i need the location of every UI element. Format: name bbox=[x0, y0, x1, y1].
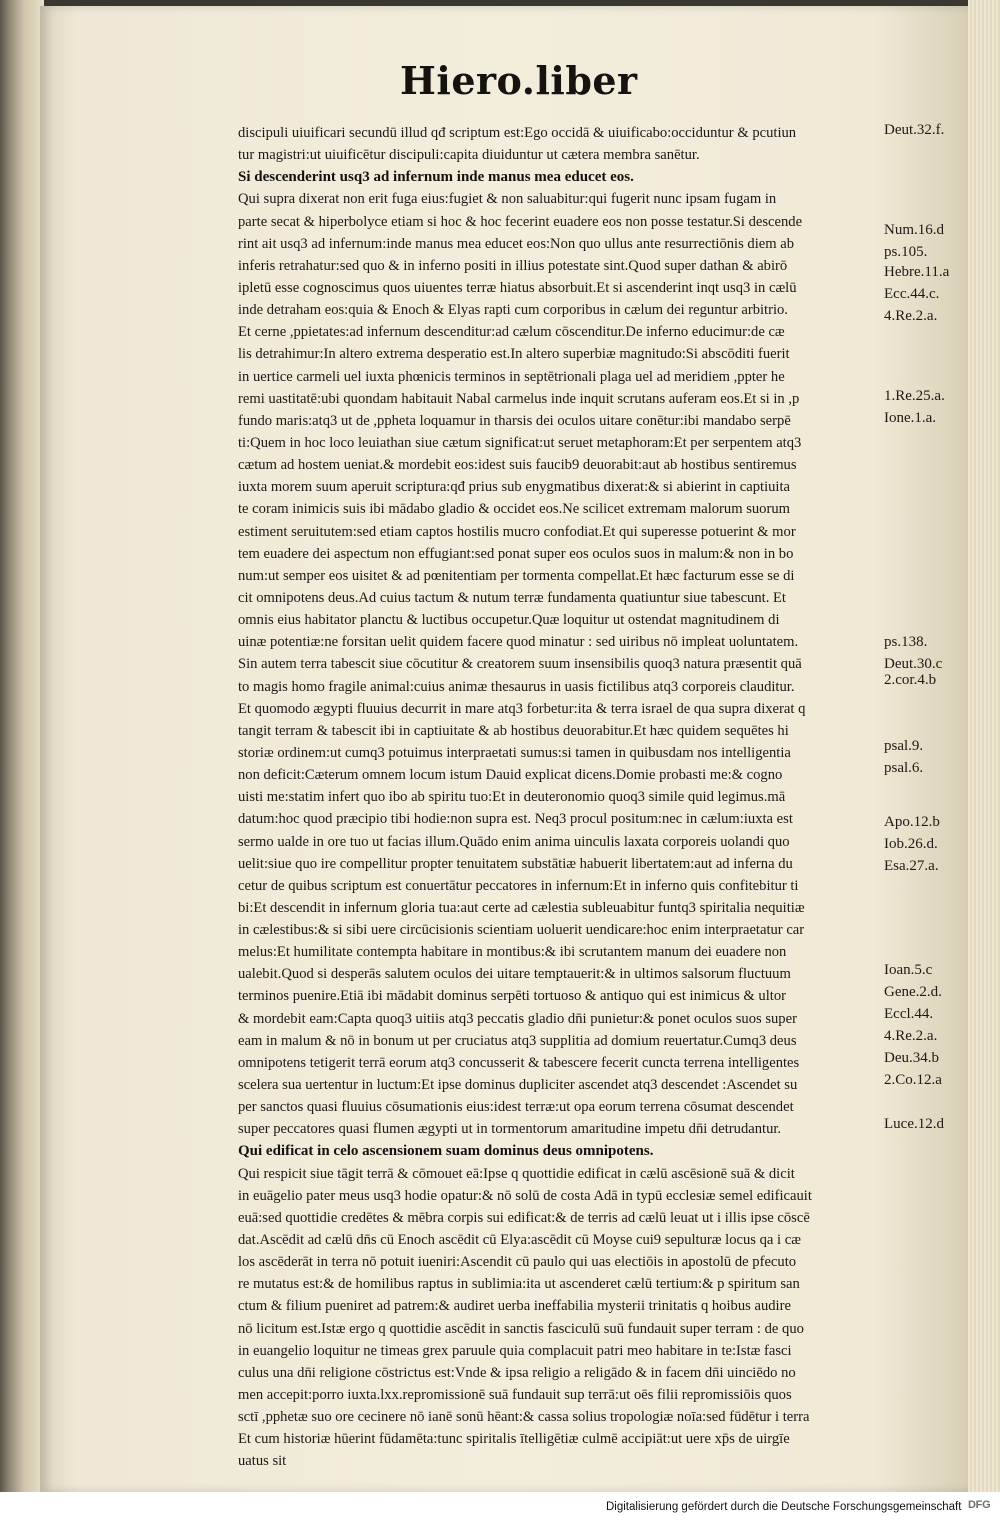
text-line: in cælestibus:& si sibi uere circūcisionis scientiam uoluerit uendicare:hoc enim interpraetatur car bbox=[238, 922, 805, 939]
marginal-note: Gene.2.d. bbox=[884, 984, 942, 1000]
text-line: remi uastitatē:ubi quondam habitauit Nabal carmelus inde inquit scrutans auferam eos.Et si in ,p bbox=[238, 390, 800, 407]
text-line: Et quomodo ægypti fluuius decurrit in mare atq3 forbetur:ita & terra israel de qua supra dixerat q bbox=[238, 700, 806, 717]
marginal-note: Eccl.44. bbox=[884, 1006, 934, 1022]
text-line: in euāgelio pater meus usq3 hodie opatur:& nō solū de costa Adā in typū ecclesiæ semel edificauit bbox=[238, 1187, 812, 1204]
text-line: tur magistri:ut uiuificētur discipuli:capita diuiduntur ut cætera membra sanētur. bbox=[238, 147, 700, 164]
text-line: datum:hoc quod præcipio tibi hodie:non supra est. Neq3 procul positum:nec in cælum:iuxta est bbox=[238, 811, 793, 828]
text-line: omnipotens tetigerit terrā eorum atq3 concusserit & tabescere fecerit cuncta terrena intelligentes bbox=[238, 1054, 800, 1071]
lemma-heading: Qui edificat in celo ascensionem suam dominus deus omnipotens. bbox=[238, 1143, 654, 1160]
main-text-block bbox=[238, 122, 878, 1473]
text-line: uisti me:statim infert quo ibo ab spiritu tuo:Et in deuteronomio quoq3 simile quid legimus.mā bbox=[238, 789, 786, 806]
text-line: eam in malum & nō in bonum ut per cruciatus atq3 supplitia ad domium reuertatur.Cumq3 deus bbox=[238, 1032, 797, 1049]
text-line: scelera sua uertentur in luctum:Et ipse dominus dupliciter ascendet atq3 descendet :Ascendet su bbox=[238, 1077, 798, 1094]
text-line: in uertice carmeli uel iuxta phœnicis terminos in septētrionali plaga uel ad meridiem ,ppter he bbox=[238, 368, 785, 385]
text-line: in euangelio loquitur ne timeas grex paruule quia complacuit patri meo habitare in te:Istæ fasci bbox=[238, 1342, 792, 1359]
text-line: culus una dn̄i religione cōstrictus est:Vnde & ipsa religio a religādo & in facem dn̄i uinciēdo no bbox=[238, 1364, 796, 1381]
text-line: tem euadere dei aspectum non effugiant:sed ponat super eos oculos suos in malum:& non in bo bbox=[238, 545, 794, 562]
text-line: Qui respicit siue tāgit terrā & cōmouet eā:Ipse q quottidie edificat in cælū ascēsionē suā & dicit bbox=[238, 1165, 795, 1182]
text-line: parte secat & hiperbolyce etiam si hoc & hoc fecerint euadere eos non posse testatur.Si descende bbox=[238, 213, 803, 230]
text-line: inde detraham eos:quia & Enoch & Elyas rapti cum corporibus in cælum dei reguntur arbitrio. bbox=[238, 302, 788, 319]
dfg-logo: DFG bbox=[968, 1499, 991, 1511]
text-line: terminos puenire.Etiā ibi mādabit dominus serpēti tortuoso & antiquo qui est inimicus & ultor bbox=[238, 988, 786, 1005]
text-line: sctī ,pphetæ suo ore cecinere nō ianē sonū hēant:& cassa solius tropologiæ noīa:sed fūdētur i terra bbox=[238, 1409, 810, 1426]
marginal-note: psal.6. bbox=[884, 760, 924, 776]
text-line: ualebit.Quod si desperās salutem oculos dei uitare temptauerit:& in ultimos salsorum fluctuum bbox=[238, 966, 791, 983]
text-line: re mutatus est:& de homilibus raptus in sublimia:ita ut ascenderet cælū tertium:& p spiritum san bbox=[238, 1276, 800, 1293]
text-line: num:ut semper eos uisitet & ad pœnitentiam per tormenta compellat.Et hæc facturum esse se di bbox=[238, 567, 795, 584]
lemma-heading: Si descenderint usq3 ad infernum inde manus mea educet eos. bbox=[238, 169, 634, 186]
text-line: rint ait usq3 ad infernum:inde manus mea educet eos:Non quo ullus ante resurrectiōnis diem ab bbox=[238, 235, 795, 252]
text-line: ctum & filium pueniret ad patrem:& audiret uerba ineffabilia mysterii trinitatis q hoibus audire bbox=[238, 1298, 791, 1315]
text-line: & mordebit eam:Capta quoq3 uitiis atq3 peccatis gladio dn̄i punietur:& ponet oculos suos super bbox=[238, 1010, 797, 1027]
book-page-stack-left bbox=[0, 0, 44, 1492]
text-line: men accepit:porro iuxta.lxx.repromissionē suā fundauit sup terrā:ut oēs filii repromissiōis quos bbox=[238, 1387, 792, 1404]
marginal-note: 2.Co.12.a bbox=[884, 1072, 942, 1088]
text-line: inferis retrahatur:sed quo & in inferno positi in illius potestate sint.Quod super dathan & abirō bbox=[238, 257, 788, 274]
text-line: dat.Ascēdit ad cælū dn̄s cū Enoch ascēdit cū Elya:ascēdit cū Moyse cui9 sepulturæ locus qa i cæ bbox=[238, 1232, 801, 1249]
text-line: cetur de quibus scriptum est conuertātur peccatores in infernum:Et in inferno quis confitebitur ti bbox=[238, 877, 799, 894]
text-line: to magis homo fragile animal:cuius animæ thesaurus in uasis fictilibus atq3 corporeis clauditur. bbox=[238, 678, 795, 695]
marginal-note: 4.Re.2.a. bbox=[884, 308, 938, 324]
marginal-note: 4.Re.2.a. bbox=[884, 1028, 938, 1044]
marginal-note: Esa.27.a. bbox=[884, 858, 939, 874]
marginal-note: Iob.26.d. bbox=[884, 836, 938, 852]
text-line: per sanctos quasi fluuius cōsumationis eius:idest terræ:ut opa eorum terrena cōsumat descendet bbox=[238, 1099, 794, 1116]
text-line: storiæ ordinem:ut cumq3 potuimus interpraetati sumus:si tamen in quibusdam nos intelligentia bbox=[238, 744, 791, 761]
text-line: iuxta morem suum aperuit scriptura:qđ prius sub enygmatibus dixerat:& si abierint in captiuita bbox=[238, 479, 791, 496]
text-line: cætum ad hostem ueniat.& mordebit eos:idest suis faucib9 deuorabit:aut ab hostibus sentiremus bbox=[238, 457, 797, 474]
marginal-note: 2.cor.4.b bbox=[884, 672, 937, 688]
marginal-note: Apo.12.b bbox=[884, 814, 940, 830]
text-line: uinæ potentiæ:ne forsitan uelit quidem facere quod minatur : sed uiribus nō impleat uoluntatem. bbox=[238, 634, 799, 651]
text-line: tangit terram & tabescit ibi in captiuitate & ab hostibus deuorabitur.Et hæc quidem sequētes hi bbox=[238, 722, 789, 739]
text-line: ipletū esse cognoscimus quos uiuentes terræ hiatus absorbuit.Et si ascenderint inqt usq3 in cælū bbox=[238, 279, 797, 296]
text-line: cit omnipotens deus.Ad cuius tactum & nutum terræ fundamenta quatiuntur siue tabescunt. Et bbox=[238, 589, 786, 606]
text-line: estiment seruitutem:sed etiam captos hostilis mucro confodiat.Et qui superesse potuerint & mor bbox=[238, 523, 796, 540]
marginal-note: psal.9. bbox=[884, 738, 924, 754]
text-line: euā:sed quottidie credētes & mēbra corpis sui edificat:& de terris ad cælū leuat ut i illis ipse cōscē bbox=[238, 1209, 810, 1226]
text-line: Et cum historiæ hūerint fūdamēta:tunc spiritalis ītelligētiæ culmē accipiāt:ut uere xp̄s de uirgīe bbox=[238, 1431, 790, 1448]
marginal-note: Ione.1.a. bbox=[884, 410, 937, 426]
text-line: lis detrahimur:In altero extrema desperatio est.In altero superbiæ magnitudo:Si abscōditi fuerit bbox=[238, 346, 790, 363]
text-line: omnis eius habitator planctu & luctibus occupetur.Quæ loquitur ut ostendat magnitudinem di bbox=[238, 612, 780, 629]
text-line: ti:Quem in hoc loco leuiathan siue cætum significat:ut seruet metaphoram:Et per serpentem atq3 bbox=[238, 434, 802, 451]
text-line: te coram inimicis suis ibi mādabo gladio & occidet eos.Ne scilicet extremam malorum suorum bbox=[238, 501, 790, 518]
running-head: Hiero.liber bbox=[400, 58, 638, 103]
marginal-note: 1.Re.25.a. bbox=[884, 388, 945, 404]
text-line: sermo ualde in ore tuo ut facias illum.Quādo enim anima uinculis laxata corporeis uolandi quo bbox=[238, 833, 790, 850]
marginal-note: Ioan.5.c bbox=[884, 962, 933, 978]
text-line: nō licitum est.Istæ ergo q quottidie ascēdit in sanctis fasciculū suū fundauit super terram : de quo bbox=[238, 1320, 804, 1337]
text-line: Qui supra dixerat non erit fuga eius:fugiet & non saluabitur:qui fugerit nunc ipsam fugam in bbox=[238, 191, 777, 208]
text-line: melus:Et humilitate contempta habitare in montibus:& ibi scrutantem manum dei euadere non bbox=[238, 944, 787, 961]
marginal-note: Deu.34.b bbox=[884, 1050, 939, 1066]
text-line: Sin autem terra tabescit siue cōcutitur & creatorem suum insensibilis quoq3 natura præsentit quā bbox=[238, 656, 802, 673]
marginal-note: Luce.12.d bbox=[884, 1116, 944, 1132]
book-page-edge-right bbox=[968, 0, 1000, 1492]
marginal-note: ps.105. bbox=[884, 244, 928, 260]
text-line: non deficit:Cæterum omnem locum istum Dauid explicat dicens.Domie probasti me:& cogno bbox=[238, 767, 783, 784]
text-line: super peccatores quasi flumen ægypti ut in tormentorum amaritudine impetu dn̄i detrudantur. bbox=[238, 1121, 782, 1138]
marginal-note: Num.16.d bbox=[884, 222, 944, 238]
marginal-note: Deut.32.f. bbox=[884, 122, 945, 138]
text-line: uatus sit bbox=[238, 1453, 287, 1470]
text-line: uelit:siue quo ire compellitur propter tenuitatem substātiæ habuerit libertatem:aut ad inferna du bbox=[238, 855, 793, 872]
marginal-note: Deut.30.c bbox=[884, 656, 943, 672]
text-line: fundo maris:atq3 ut de ,ppheta loquamur in tharsis dei oculos uitare conētur:ibi mandabo serpē bbox=[238, 412, 791, 429]
marginal-note: Ecc.44.c. bbox=[884, 286, 940, 302]
marginal-note: Hebre.11.a bbox=[884, 264, 950, 280]
footer-credit: Digitalisierung gefördert durch die Deutsche Forschungsgemeinschaft bbox=[606, 1501, 962, 1513]
text-line: los ascēderāt in terra nō potuit iueniri:Ascendit cū paulo qui uas electiōis in apostolū de pfecuto bbox=[238, 1254, 797, 1271]
text-line: bi:Et descendit in infernum gloria tua:aut certe ad cælestia subleuabitur funtq3 spiritalia nequitiæ bbox=[238, 899, 805, 916]
text-line: Et cerne ,ppietates:ad infernum descenditur:ad cælum cōscenditur.De inferno educimur:de cæ bbox=[238, 324, 785, 341]
text-line: discipuli uiuificari secundū illud qđ scriptum est:Ego occidā & uiuificabo:occiduntur & pcutiun bbox=[238, 125, 797, 141]
marginal-note: ps.138. bbox=[884, 634, 928, 650]
